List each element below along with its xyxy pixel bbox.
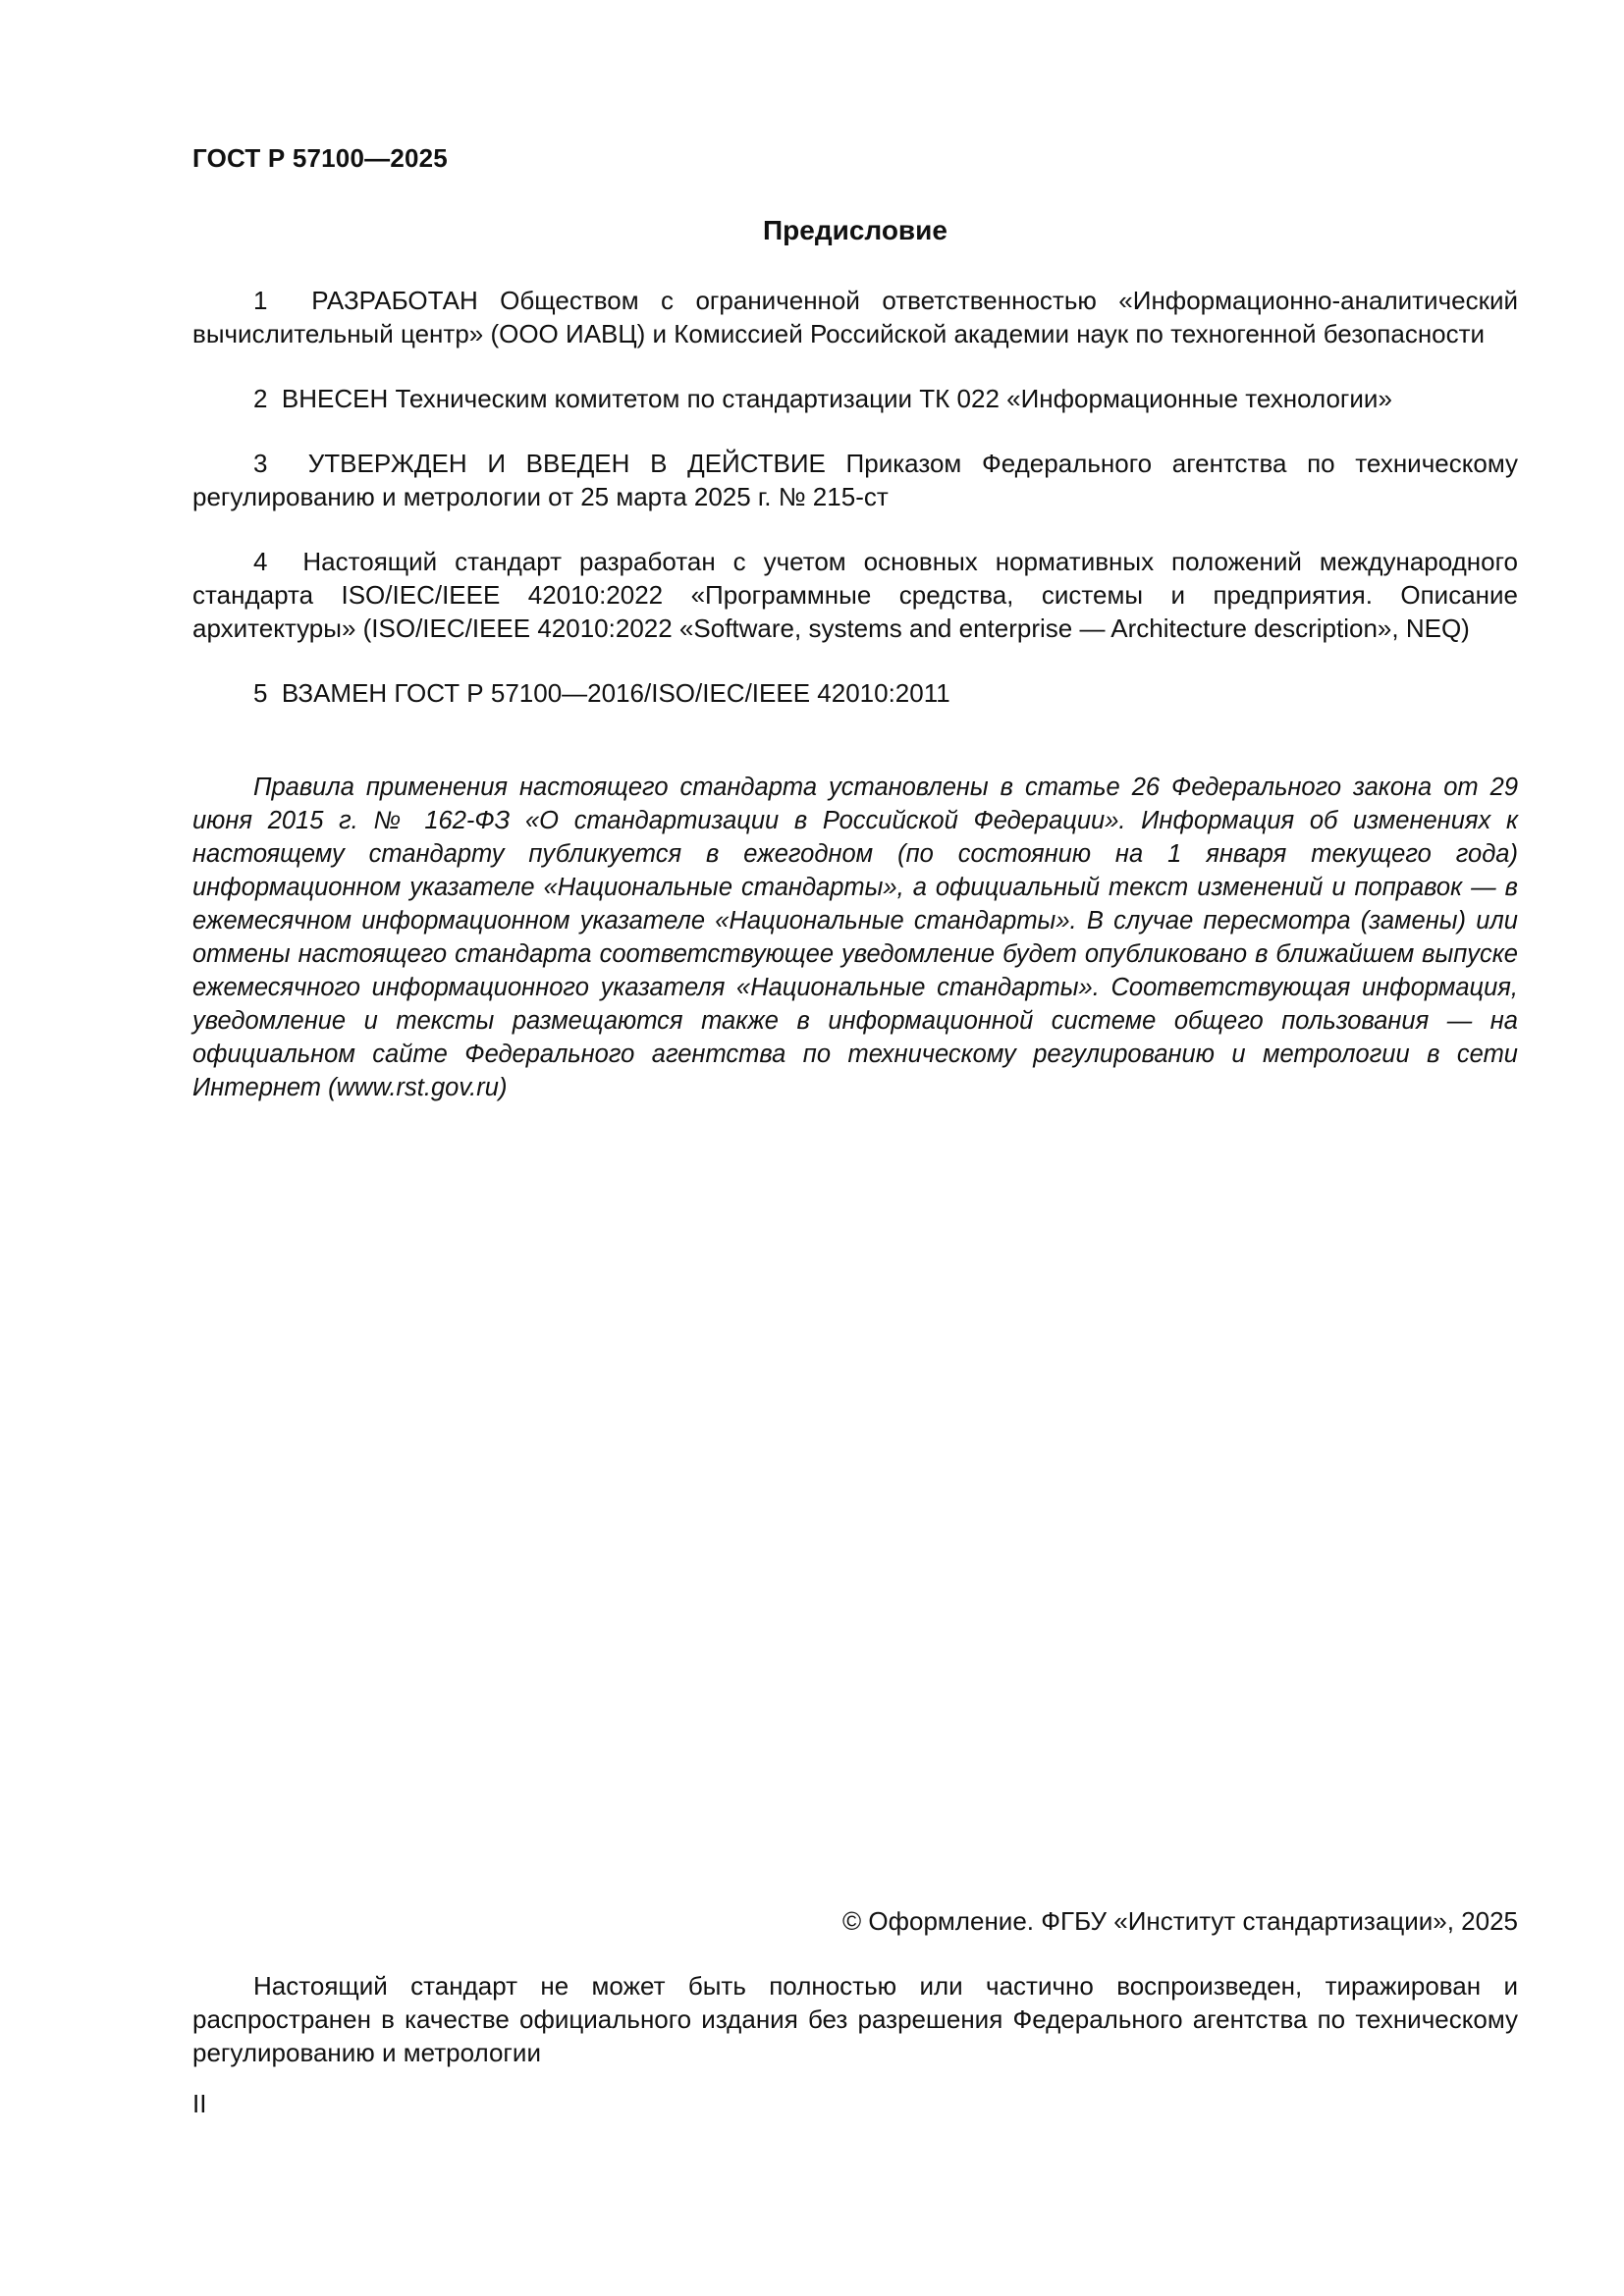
document-code: ГОСТ Р 57100—2025 — [192, 143, 448, 173]
foreword-item-developed: 1 РАЗРАБОТАН Обществом с ограниченной ответственностью «Информационно-аналитический вычислительный центр» (ООО ИАВЦ) и Комиссией Российской академии наук по техногенной безопасности — [192, 286, 1518, 348]
foreword-item-submitted: 2 ВНЕСЕН Техническим комитетом по стандартизации ТК 022 «Информационные технологии» — [253, 384, 1392, 413]
page-number: II — [192, 2089, 207, 2118]
page-content — [192, 143, 1518, 1104]
foreword-item-replaces: 5 ВЗАМЕН ГОСТ Р 57100—2016/ISO/IEC/IEEE 42010:2011 — [253, 678, 950, 708]
foreword-item-approved: 3 УТВЕРЖДЕН И ВВЕДЕН В ДЕЙСТВИЕ Приказом Федерального агентства по техническому регулированию и метрологии от 25 марта 2025 г. № 215-ст — [192, 449, 1518, 511]
legal-notice: Правила применения настоящего стандарта установлены в статье 26 Федерального закона от 29 июня 2015 г. № 162-ФЗ «О стандартизации в Российской Федерации». Информация об изменениях к настоящему стандарту публикуется в ежегодном (по состоянию на 1 января текущего года) информационном указателе «Национальные стандарты», а официальный текст изменений и поправок — в ежемесячном информационном указателе «Национальные стандарты». В случае пересмотра (замены) или отмены настоящего стандарта соответствующее уведомление будет опубликовано в ближайшем выпуске ежемесячного информационного указателя «Национальные стандарты». Соответствующая информация, уведомление и тексты размещаются также в информационной системе общего пользования — на официальном сайте Федерального агентства по техническому регулированию и метрологии в сети Интернет (www.rst.gov.ru) — [192, 774, 1518, 1101]
reproduction-restriction: Настоящий стандарт не может быть полностью или частично воспроизведен, тиражирован и распространен в качестве официального издания без разрешения Федерального агентства по техническому регулированию и метрологии — [192, 1971, 1518, 2067]
page-title: Предисловие — [763, 215, 947, 245]
foreword-item-basis: 4 Настоящий стандарт разработан с учетом основных нормативных положений международного стандарта ISO/IEC/IEEE 42010:2022 «Программные средства, системы и предприятия. Описание архитектуры» (ISO/IEC/IEEE 42010:2022 «Software, systems and enterprise — Architecture description», NEQ) — [192, 547, 1518, 643]
copyright-line: © Оформление. ФГБУ «Институт стандартизации», 2025 — [842, 1906, 1518, 1936]
